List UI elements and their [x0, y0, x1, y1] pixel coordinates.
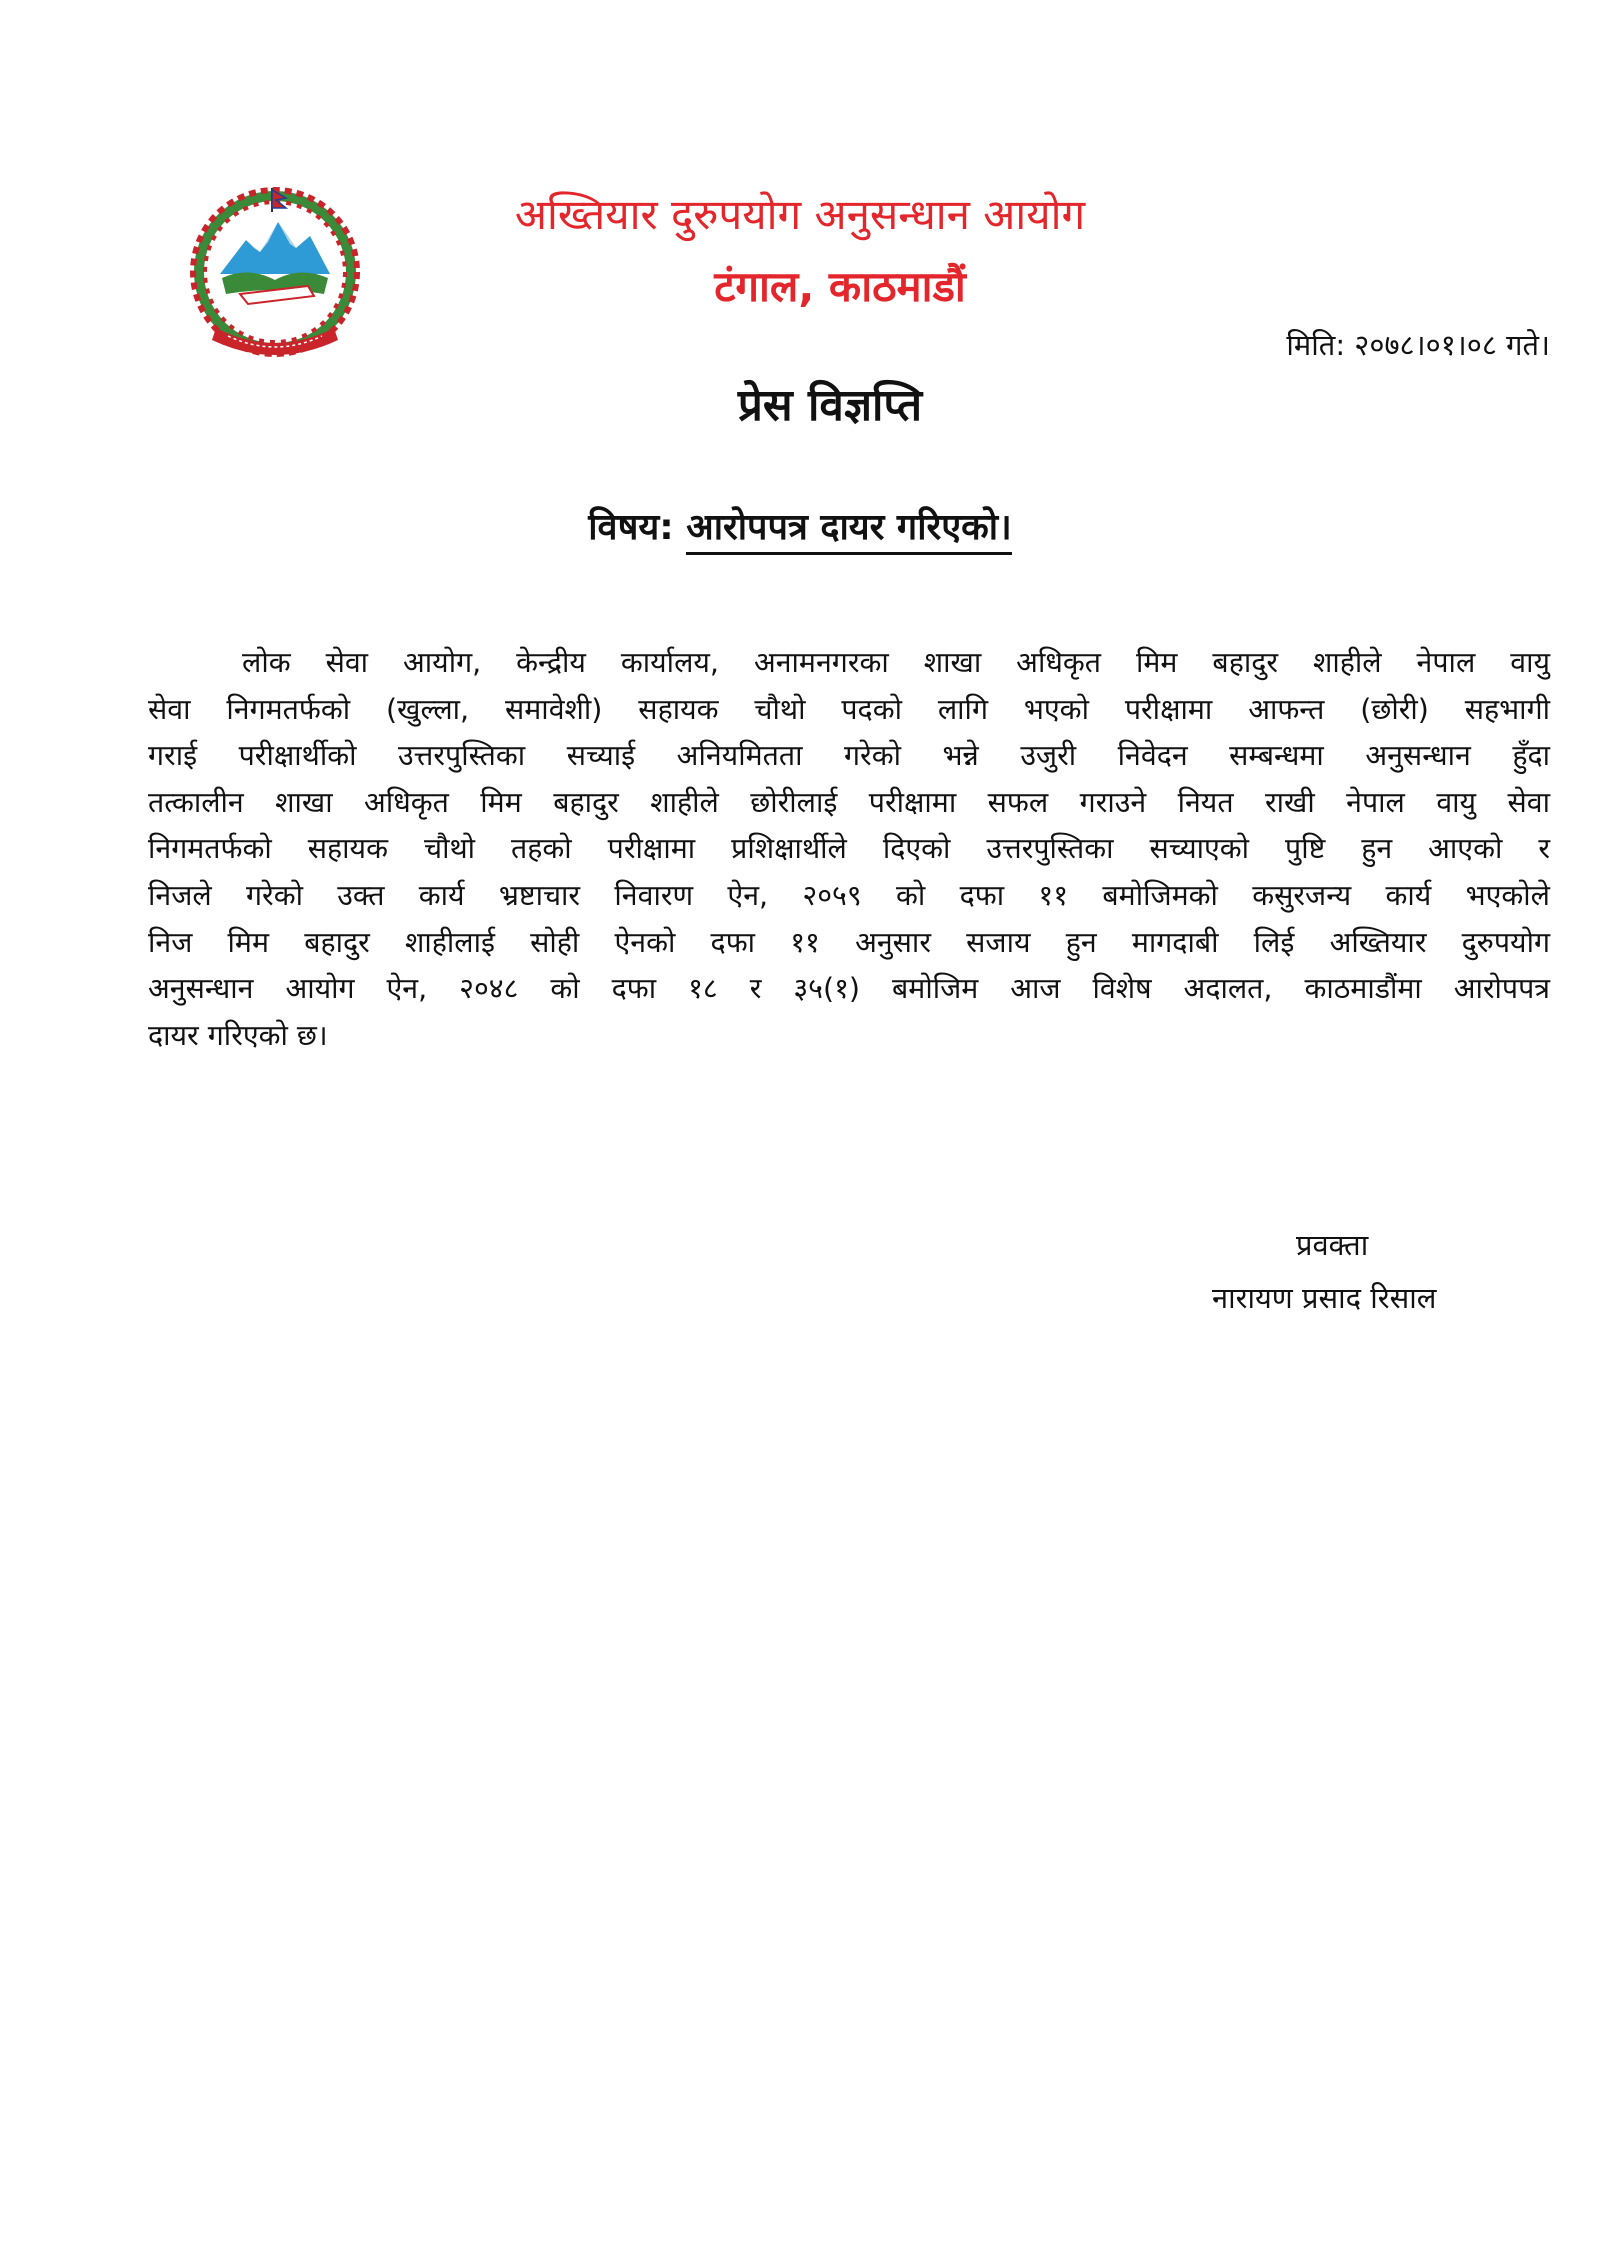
signatory-name: नारायण प्रसाद रिसाल	[1212, 1281, 1437, 1315]
subject-label: विषय:	[588, 507, 687, 548]
document-title: प्रेस विज्ञप्ति	[737, 380, 923, 431]
organization-name: अख्तियार दुरुपयोग अनुसन्धान आयोग	[514, 190, 1086, 239]
body-line: निज मिम बहादुर शाहीलाई सोही ऐनको दफा ११ अनुसार सजाय हुन मागदाबी लिई अख्तियार दुरुपयोग	[148, 925, 1550, 959]
body-line: निजले गरेको उक्त कार्य भ्रष्टाचार निवारण ऐन, २०५९ को दफा ११ बमोजिमको कसुरजन्य कार्य भएकोले	[148, 878, 1550, 912]
organization-address: टंगाल, काठमाडौं	[714, 262, 966, 311]
document-date: मिति: २०७८।०१।०८ गते।	[1286, 328, 1550, 362]
emblem-graphic	[188, 182, 362, 364]
body-line: सेवा निगमतर्फको (खुल्ला, समावेशी) सहायक चौथो पदको लागि भएको परीक्षामा आफन्त (छोरी) सहभागी	[148, 692, 1550, 726]
nepal-government-emblem-icon	[188, 182, 362, 364]
body-line: तत्कालीन शाखा अधिकृत मिम बहादुर शाहीले छोरीलाई परीक्षामा सफल गराउने नियत राखी नेपाल वायु सेवा	[148, 785, 1550, 819]
body-line: लोक सेवा आयोग, केन्द्रीय कार्यालय, अनामनगरका शाखा अधिकृत मिम बहादुर शाहीले नेपाल वायु	[242, 646, 1550, 679]
subject-line	[440, 500, 1160, 556]
body-paragraph	[148, 640, 1550, 1059]
body-line: दायर गरिएको छ।	[148, 1018, 328, 1052]
body-line: अनुसन्धान आयोग ऐन, २०४८ को दफा १८ र ३५(१) बमोजिम आज विशेष अदालत, काठमाडौंमा आरोपपत्र	[148, 972, 1550, 1006]
body-line: गराई परीक्षार्थीको उत्तरपुस्तिका सच्याई अनियमितता गरेको भन्ने उजुरी निवेदन सम्बन्धमा अनुसन्धान हुँदा	[148, 739, 1550, 773]
subject-value: आरोपपत्र दायर गरिएको।	[686, 507, 1012, 555]
signatory-role: प्रवक्ता	[1296, 1228, 1369, 1262]
body-line: निगमतर्फको सहायक चौथो तहको परीक्षामा प्रशिक्षार्थीले दिएको उत्तरपुस्तिका सच्याएको पुष्टि हुन आएको र	[148, 832, 1550, 866]
